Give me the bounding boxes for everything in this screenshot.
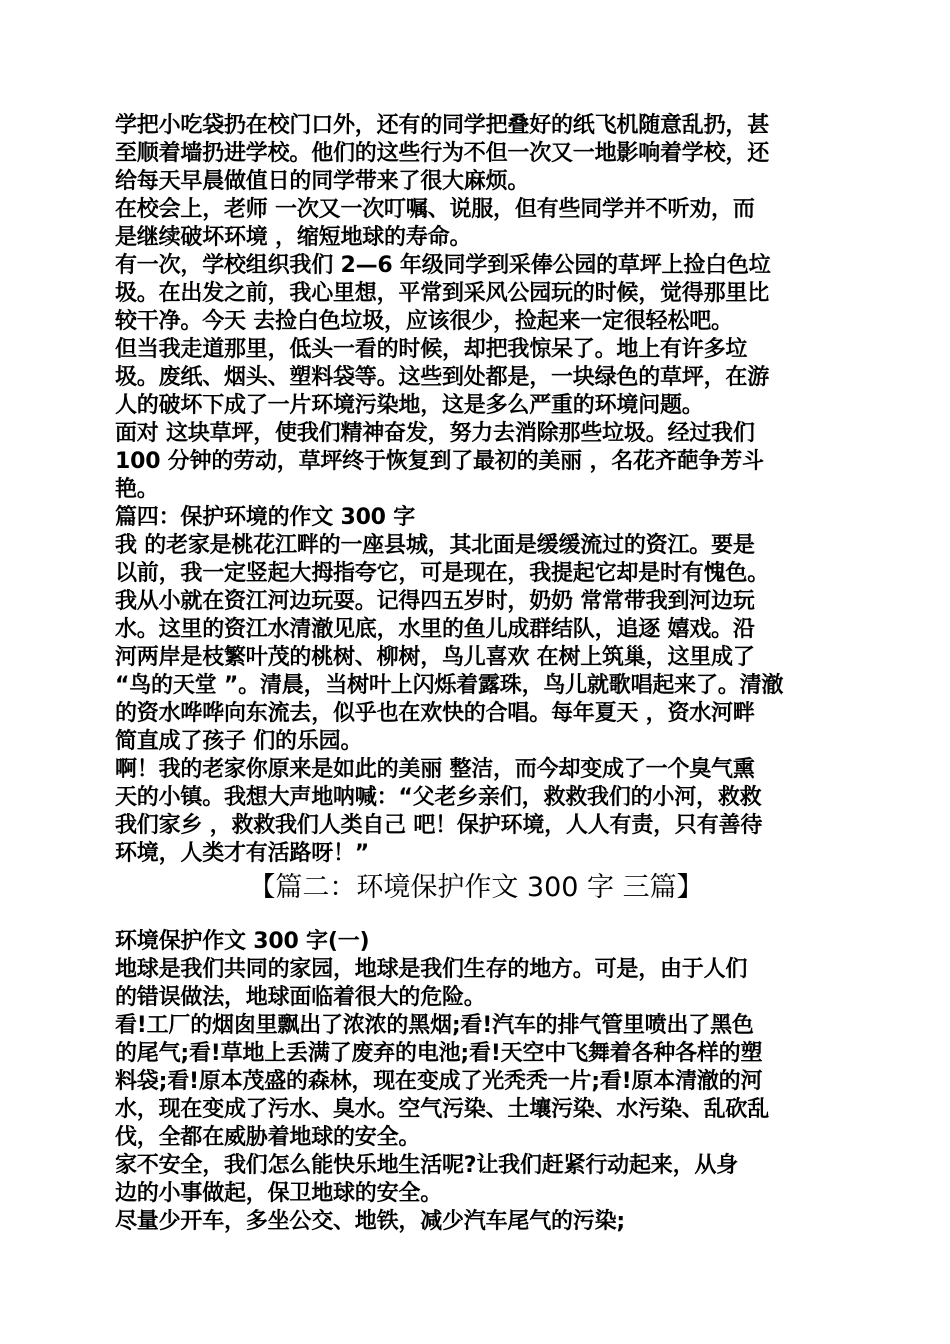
text-line: 家不安全，我们怎么能快乐地生活呢?让我们赶紧行动起来，从身	[115, 1153, 738, 1178]
text-line: 地球是我们共同的家园，地球是我们生存的地方。可是，由于人们	[115, 957, 748, 982]
text-line: 圾。废纸、烟头、塑料袋等。这些到处都是，一块绿色的草坪，在游	[115, 365, 770, 390]
text-line: 环境，人类才有活路呀！”	[115, 841, 370, 866]
text-line: 的尾气;看!草地上丢满了废弃的电池;看!天空中飞舞着各种各样的塑	[115, 1041, 763, 1066]
text-line: 以前，我一定竖起大拇指夸它，可是现在，我提起它却是时有愧色。	[115, 561, 770, 586]
text-line: 的错误做法，地球面临着很大的危险。	[115, 985, 486, 1010]
text-line: 天的小镇。我想大声地呐喊：“父老乡亲们，救救我们的小河，救救	[115, 785, 762, 810]
essay-heading: 环境保护作文 300 字(一)	[115, 929, 370, 954]
text-line: 面对 这块草坪，使我们精神奋发，努力去消除那些垃圾。经过我们	[115, 421, 755, 446]
spacer	[115, 920, 837, 928]
text-line: 的资水哗哗向东流去，似乎也在欢快的合唱。每年夏天 ，资水河畔	[115, 701, 755, 726]
text-line: 至顺着墙扔进学校。他们的这些行为不但一次又一地影响着学校，还	[115, 141, 770, 166]
text-line: 水。这里的资江水清澈见底，水里的鱼儿成群结队，追逐 嬉戏。沿	[115, 617, 755, 642]
text-line: 给每天早晨做值日的同学带来了很大麻烦。	[115, 169, 530, 194]
text-line: 边的小事做起，保卫地球的安全。	[115, 1181, 443, 1206]
text-line: 圾。在出发之前，我心里想，平常到采风公园玩的时候，觉得那里比	[115, 281, 770, 306]
text-line: 我 的老家是桃花江畔的一座县城，其北面是缓缓流过的资江。要是	[115, 533, 755, 558]
text-line: 学把小吃袋扔在校门口外，还有的同学把叠好的纸飞机随意乱扔，甚	[115, 113, 770, 138]
text-line: 我从小就在资江河边玩耍。记得四五岁时，奶奶 常常带我到河边玩	[115, 589, 755, 614]
text-line: 料袋;看!原本茂盛的森林，现在变成了光秃秃一片;看!原本清澈的河	[115, 1069, 763, 1094]
text-line: 有一次，学校组织我们 2—6 年级同学到采俸公园的草坪上捡白色垃	[115, 253, 771, 278]
document-body	[115, 112, 837, 1236]
text-line: 尽量少开车，多坐公交、地铁，减少汽车尾气的污染;	[115, 1209, 625, 1234]
essay-heading: 篇四：保护环境的作文 300 字	[115, 505, 416, 530]
text-line: 啊！我的老家你原来是如此的美丽 整洁，而今却变成了一个臭气熏	[115, 757, 755, 782]
text-line: 伐，全都在威胁着地球的安全。	[115, 1125, 421, 1150]
text-line: 河两岸是枝繁叶茂的桃树、柳树，鸟儿喜欢 在树上筑巢，这里成了	[115, 645, 755, 670]
text-line: 水，现在变成了污水、臭水。空气污染、土壤污染、水污染、乱砍乱	[115, 1097, 770, 1122]
text-line: 我们家乡 ，救救我们人类自己 吧！保护环境，人人有责，只有善待	[115, 813, 763, 838]
text-line: 简直成了孩子 们的乐园。	[115, 729, 363, 754]
text-line: 人的破坏下成了一片环境污染地，这是多么严重的环境问题。	[115, 393, 704, 418]
essay-part-1	[115, 112, 837, 868]
text-line: 较干净。今天 去捡白色垃圾，应该很少，捡起来一定很轻松吧。	[115, 309, 733, 334]
text-line: “鸟的天堂 ”。清晨，当树叶上闪烁着露珠，鸟儿就歌唱起来了。清澈	[115, 673, 784, 698]
text-line: 在校会上，老师 一次又一次叮嘱、说服，但有些同学并不听劝，而	[115, 197, 755, 222]
text-line: 100 分钟的劳动，草坪终于恢复到了最初的美丽 ，名花齐葩争芳斗	[115, 449, 764, 474]
section-title: 【篇二：环境保护作文 300 字 三篇】	[248, 872, 704, 903]
essay-part-2	[115, 928, 837, 1236]
text-line: 但当我走道那里，低头一看的时候，却把我惊呆了。地上有许多垃	[115, 337, 748, 362]
text-line: 艳。	[115, 477, 159, 502]
text-line: 看!工厂的烟囱里飘出了浓浓的黑烟;看!汽车的排气管里喷出了黑色	[115, 1013, 754, 1038]
text-line: 是继续破坏环境 ，缩短地球的寿命。	[115, 225, 472, 250]
